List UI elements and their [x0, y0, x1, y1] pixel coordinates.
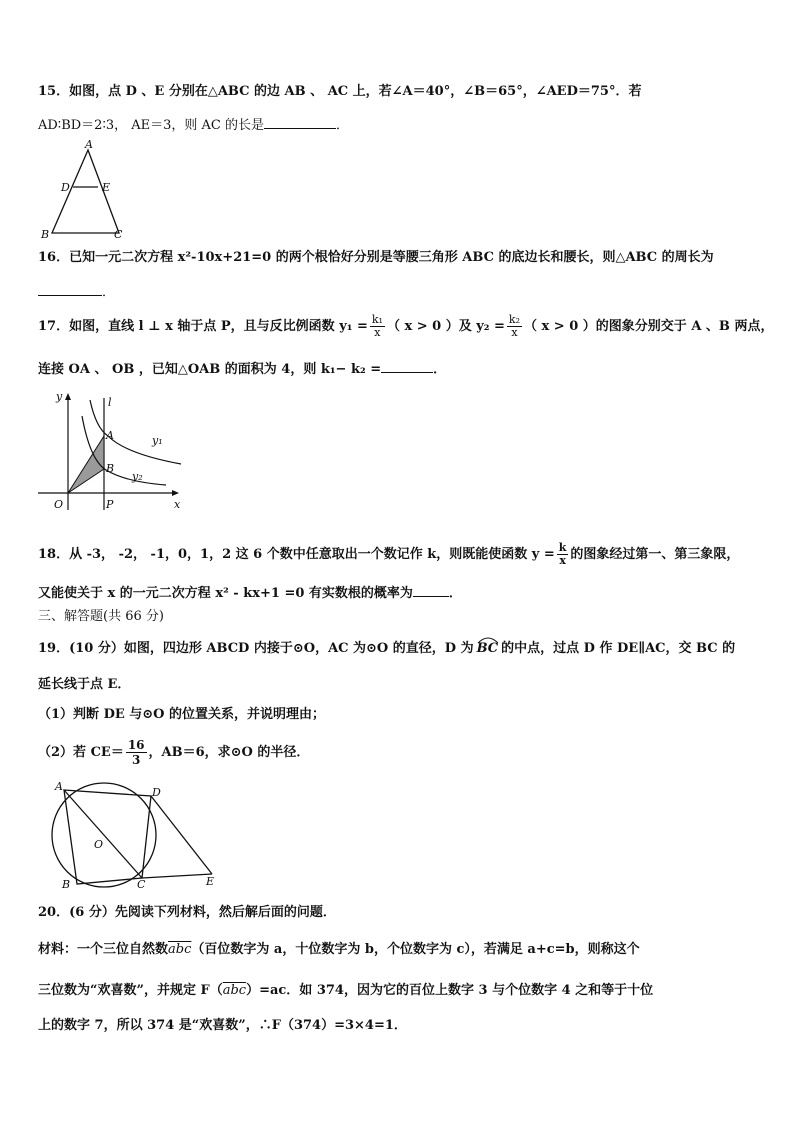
segment-de — [151, 796, 212, 874]
q20-line3 — [38, 983, 653, 999]
diameter-ac — [64, 790, 142, 878]
segment-ce — [142, 874, 212, 878]
q20-line4: 上的数字 7，所以 374 是“欢喜数”，∴F（374）=3×4=1． — [38, 1018, 407, 1033]
q17-line2 — [38, 360, 446, 378]
triangle-oab-shaded — [68, 436, 104, 493]
label-y2: y₂ — [132, 470, 143, 483]
q18-line1-end: 的图象经过第一、第三象限， — [570, 547, 740, 562]
q17-line1-mid: （ x > 0 ）及 y₂ = — [386, 319, 505, 334]
q16-line1: 16．已知一元二次方程 x²-10x+21=0 的两个根恰好分别是等腰三角形 ABC 的底边长和腰长，则△ABC 的周长为 — [38, 250, 714, 265]
q15-line1: 15．如图，点 D 、E 分别在△ABC 的边 AB 、 AC 上，若∠A＝40°，∠B＝65°，∠AED＝75°．若 — [38, 84, 642, 99]
label-e: E — [102, 181, 111, 194]
label-d: D — [152, 786, 161, 799]
q15-line2-end: ． — [335, 118, 349, 133]
fraction-k-over-x: $\frac{k}{x}$ — [558, 541, 567, 567]
label-o: O — [54, 498, 64, 511]
y-axis-arrow — [65, 393, 71, 400]
x-axis-arrow — [172, 490, 179, 496]
answer-blank — [381, 360, 433, 373]
q19-part2-end: ，AB＝6，求⊙O 的半径． — [148, 745, 310, 760]
fraction-16-over-3: $\frac{16}{3}$ — [127, 738, 145, 767]
answer-blank — [264, 116, 336, 129]
q19-line1-text: 19．(10 分）如图，四边形 ABCD 内接于⊙O，AC 为⊙O 的直径，D 为 — [38, 641, 474, 656]
q17-line2-text: 连接 OA 、 OB ，已知△OAB 的面积为 4，则 k₁− k₂ = — [38, 362, 382, 377]
arc-bc: BC — [477, 641, 499, 657]
q19-figure — [46, 780, 226, 890]
q20-line3-end: ）=ac．如 374，因为它的百位上数字 3 与个位数字 4 之和等于十位 — [246, 983, 654, 998]
q15-line2-text: AD∶BD＝2∶3， AE＝3，则 AC 的长是 — [38, 118, 264, 133]
q19-part2-text: （2）若 CE＝ — [38, 745, 124, 760]
label-o: O — [94, 838, 104, 851]
label-y1: y₁ — [152, 434, 163, 447]
label-l: l — [108, 396, 112, 409]
q18-line2 — [38, 584, 462, 602]
label-b: B — [41, 228, 50, 241]
q20-line2 — [38, 942, 640, 958]
label-e: E — [206, 875, 215, 888]
label-d: D — [61, 181, 70, 194]
q17-line1-end: （ x > 0 ）的图象分别交于 A 、B 两点， — [524, 319, 774, 334]
q18-line1-text: 18．从 -3， -2， -1，0，1，2 这 6 个数中任意取出一个数记作 k，则既能使函数 y = — [38, 547, 555, 562]
q16-line2-end: ． — [102, 285, 116, 300]
q18-line2-end: ． — [448, 586, 462, 601]
q20-line1: 20．(6 分）先阅读下列材料，然后解后面的问题． — [38, 905, 336, 920]
label-c: C — [137, 878, 146, 891]
q17-line1-text: 17．如图，直线 l ⊥ x 轴于点 P，且与反比例函数 y₁ = — [38, 319, 368, 334]
q17-line2-end: ． — [433, 362, 447, 377]
q16-line2 — [38, 283, 115, 301]
label-a: A — [106, 429, 114, 442]
label-y: y — [56, 390, 63, 403]
arc-mark — [477, 636, 499, 644]
label-p: P — [106, 498, 114, 511]
answer-blank — [38, 283, 102, 296]
label-b: B — [62, 878, 71, 891]
q18-line1 — [38, 542, 739, 567]
fraction-k2-over-x: $\frac{\text{k₂}}{x}$ — [508, 313, 520, 339]
q19-line2: 延长线于点 E． — [38, 677, 131, 692]
section-heading: 三、解答题(共 66 分) — [38, 609, 164, 624]
numeral-abc: $\overline{abc}$ — [222, 983, 247, 998]
label-b: B — [106, 462, 115, 475]
q19-line1 — [38, 641, 735, 657]
label-c: C — [114, 228, 123, 241]
q18-line2-text: 又能使关于 x 的一元二次方程 x² - kx+1 =0 有实数根的概率为 — [38, 586, 413, 601]
q19-part2 — [38, 735, 309, 771]
label-a: A — [85, 138, 93, 151]
q19-line1-end: 的中点，过点 D 作 DE∥AC，交 BC 的 — [501, 641, 736, 656]
q15-line2 — [38, 116, 349, 134]
label-a: A — [55, 780, 63, 793]
q15-figure — [36, 138, 136, 242]
q17-figure — [36, 390, 186, 514]
q20-line2-text: 材料：一个三位自然数 — [38, 942, 169, 957]
q19-part1: （1）判断 DE 与⊙O 的位置关系，并说明理由； — [38, 707, 326, 722]
label-x: x — [174, 498, 181, 511]
fraction-k1-over-x: $\frac{\text{k₁}}{x}$ — [371, 313, 383, 339]
q20-line2-end: （百位数字为 a，十位数字为 b，个位数字为 c），若满足 a+c=b，则称这个 — [191, 942, 640, 957]
q20-line3-text: 三位数为“欢喜数”，并规定 F（ — [38, 983, 223, 998]
q17-line1 — [38, 314, 773, 339]
numeral-abc: $\overline{abc}$ — [168, 942, 192, 957]
answer-blank — [413, 584, 449, 597]
